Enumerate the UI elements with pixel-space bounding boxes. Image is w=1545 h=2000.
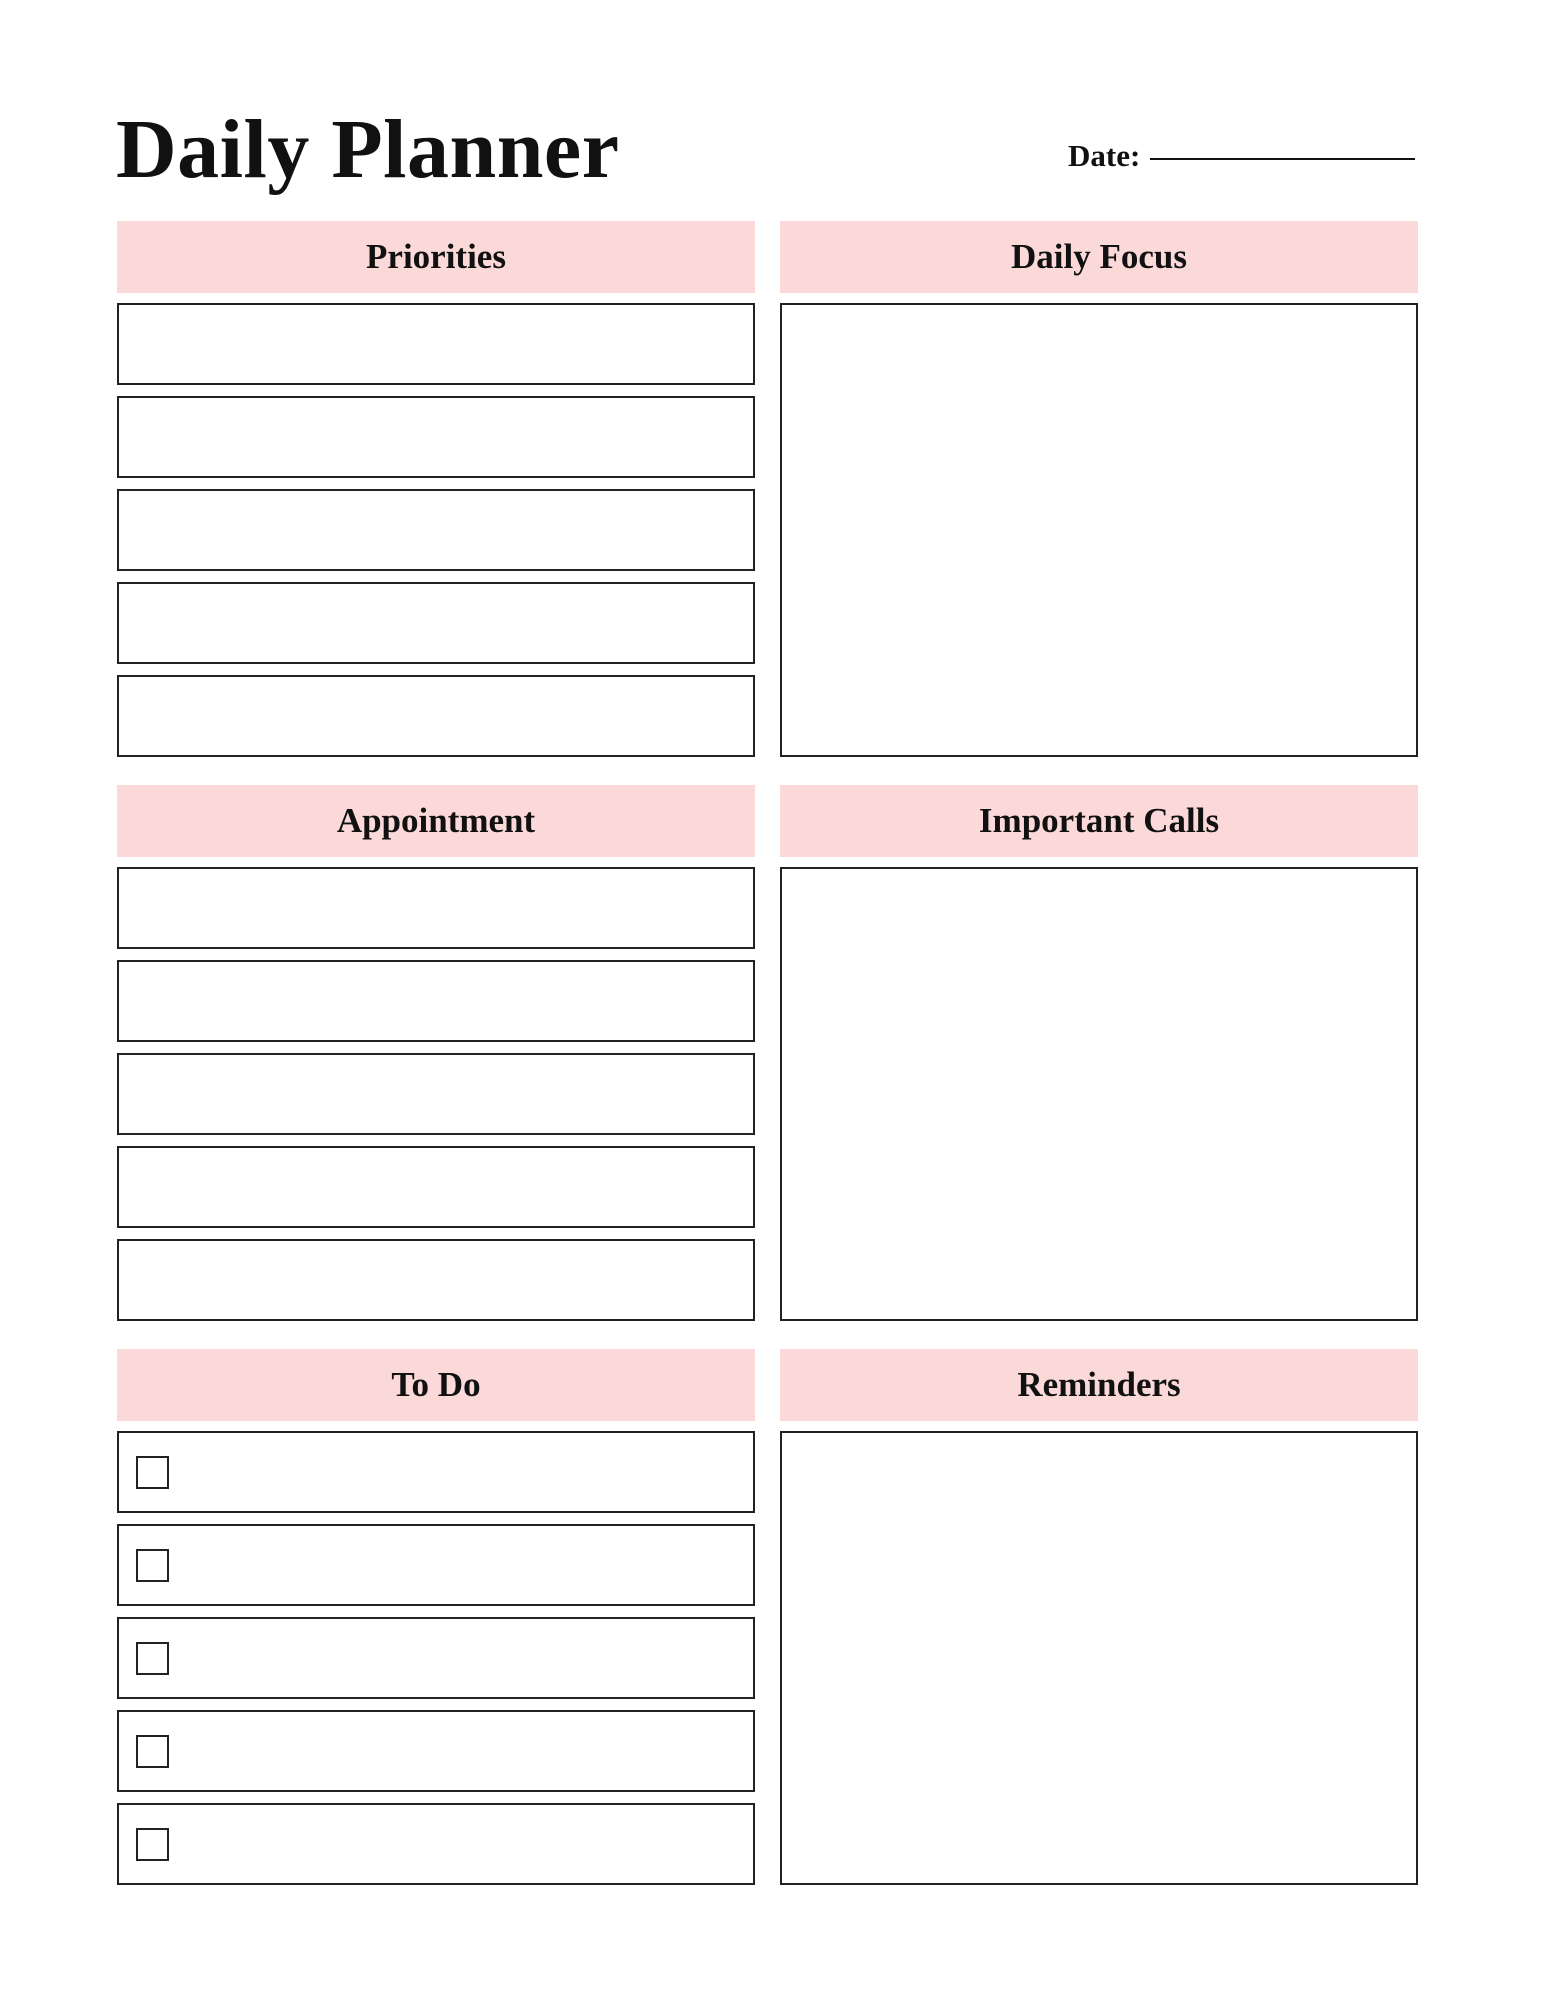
section-title-daily-focus: Daily Focus bbox=[1011, 237, 1187, 276]
reminders-box[interactable] bbox=[780, 1431, 1418, 1885]
section-title-important-calls: Important Calls bbox=[978, 801, 1220, 840]
checkbox-icon[interactable] bbox=[136, 1828, 169, 1861]
checkbox-icon[interactable] bbox=[136, 1456, 169, 1489]
todo-row[interactable] bbox=[117, 1710, 755, 1792]
section-header-important-calls bbox=[780, 785, 1418, 857]
priority-row[interactable] bbox=[117, 675, 755, 757]
todo-row[interactable] bbox=[117, 1617, 755, 1699]
date-field[interactable] bbox=[1068, 138, 1415, 174]
section-header-reminders bbox=[780, 1349, 1418, 1421]
priority-row[interactable] bbox=[117, 582, 755, 664]
section-title-to-do: To Do bbox=[391, 1365, 481, 1404]
todo-row[interactable] bbox=[117, 1524, 755, 1606]
date-label: Date: bbox=[1068, 138, 1141, 173]
appointment-row[interactable] bbox=[117, 1053, 755, 1135]
priority-row[interactable] bbox=[117, 396, 755, 478]
appointment-row[interactable] bbox=[117, 867, 755, 949]
checkbox-icon[interactable] bbox=[136, 1549, 169, 1582]
daily-focus-box[interactable] bbox=[780, 303, 1418, 757]
important-calls-box[interactable] bbox=[780, 867, 1418, 1321]
todo-row[interactable] bbox=[117, 1431, 755, 1513]
section-header-to-do bbox=[117, 1349, 755, 1421]
section-title-priorities: Priorities bbox=[366, 237, 506, 276]
date-line[interactable] bbox=[1150, 158, 1415, 160]
appointment-row[interactable] bbox=[117, 960, 755, 1042]
priority-row[interactable] bbox=[117, 489, 755, 571]
appointment-row[interactable] bbox=[117, 1146, 755, 1228]
section-header-priorities bbox=[117, 221, 755, 293]
section-header-appointment bbox=[117, 785, 755, 857]
checkbox-icon[interactable] bbox=[136, 1735, 169, 1768]
checkbox-icon[interactable] bbox=[136, 1642, 169, 1675]
todo-row[interactable] bbox=[117, 1803, 755, 1885]
section-title-appointment: Appointment bbox=[336, 801, 536, 840]
section-title-reminders: Reminders bbox=[1017, 1365, 1181, 1404]
appointment-row[interactable] bbox=[117, 1239, 755, 1321]
priority-row[interactable] bbox=[117, 303, 755, 385]
page-title: Daily Planner bbox=[116, 103, 620, 196]
section-header-daily-focus bbox=[780, 221, 1418, 293]
